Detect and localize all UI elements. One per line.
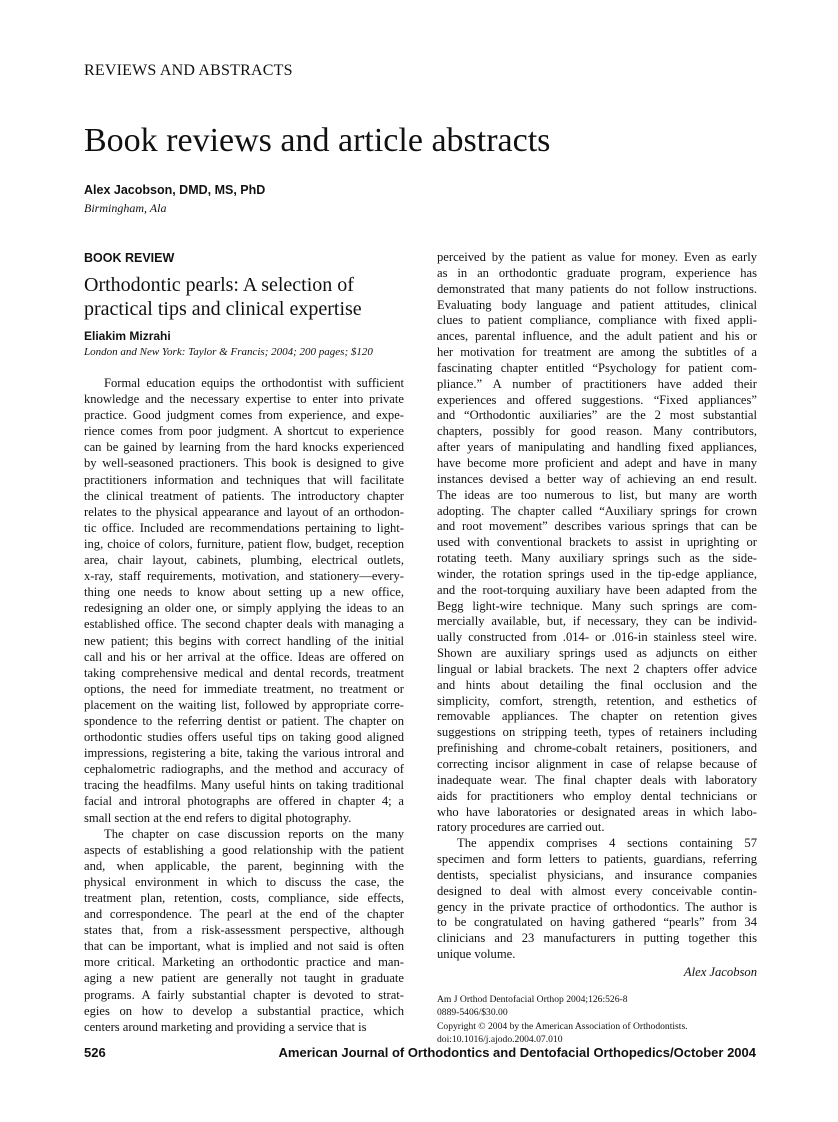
- body-text-line: chapters, possibly for good reason. Many contributors,: [437, 424, 757, 439]
- citation-line: 0889-5406/$30.00: [437, 1007, 508, 1019]
- body-text-line: dentists, specialist physicians, and insurance companies: [437, 867, 757, 882]
- body-text-line: The ideas are too numerous to list, but many are worth: [437, 487, 757, 502]
- body-text-line: ances, parental influence, and the adult patient and his or: [437, 329, 757, 344]
- body-text-line: the clinical treatment of patients. The introductory chapter: [84, 488, 404, 503]
- book-title-line: practical tips and clinical expertise: [84, 298, 362, 320]
- body-text-line: placement on the waiting list, followed by appropriate corre-: [84, 697, 404, 712]
- body-text-line: facial and introral photographs are offered in chapter 4; a: [84, 794, 404, 809]
- body-text-line: perceived by the patient as value for money. Even as early: [437, 250, 757, 264]
- body-text-line: designed to deal with almost every conceivable contin-: [437, 883, 757, 898]
- page-title: Book reviews and article abstracts: [84, 122, 551, 159]
- author-name: Alex Jacobson, DMD, MS, PhD: [84, 183, 266, 197]
- body-text-line: and, when applicable, the parent, beginning with the: [84, 858, 404, 873]
- body-text-line: and root movement” describes various springs that can be: [437, 519, 757, 534]
- body-text-line: aging a new patient are generally not taught in graduate: [84, 971, 404, 986]
- section-heading: REVIEWS AND ABSTRACTS: [84, 62, 293, 79]
- body-text-line: and the root-torquing auxiliary have been adapted from the: [437, 582, 757, 597]
- body-text-line: pliance.” A number of practitioners have added their: [437, 376, 757, 391]
- body-text-line: mercially available, but, if necessary, they can be individ-: [437, 614, 757, 629]
- body-text-line: correcting incisor alignment in case of relapse because of: [437, 757, 757, 771]
- body-text-line: treatment plan, retention, costs, compliance, side effects,: [84, 891, 404, 905]
- right-column: [437, 250, 757, 1047]
- review-type-label: BOOK REVIEW: [84, 251, 175, 265]
- citation-line: Copyright © 2004 by the American Association of Orthodontists.: [437, 1020, 688, 1032]
- body-text-line: demonstrated that many patients do not follow instructions.: [437, 281, 757, 296]
- body-text-line: aspects of establishing a good relationship with the patient: [84, 842, 404, 857]
- body-text-line: Evaluating body language and patient attitudes, clinical: [437, 297, 757, 312]
- body-text-line: states that, from a risk-assessment perspective, although: [84, 923, 404, 938]
- body-text-line: clinicians and 23 manufacturers in putting together this: [437, 931, 757, 946]
- body-text-line: who have laboratories or designated areas in which labo-: [437, 804, 757, 819]
- doi-link[interactable]: doi:10.1016/j.ajodo.2004.07.010: [437, 1034, 563, 1046]
- body-text-line: redesigning an older one, or simply applying the ideas to an: [84, 601, 404, 616]
- book-title: [84, 273, 362, 321]
- body-text-line: fascinating chapter entitled “Psychology for patient com-: [437, 360, 757, 375]
- publication-info: London and New York: Taylor & Francis; 2004; 200 pages; $120: [84, 346, 373, 358]
- body-text-line: cephalometric radiographs, and the method and accuracy of: [84, 762, 404, 777]
- body-text-line: winder, the rotation springs used in the tip-edge appliance,: [437, 566, 757, 581]
- body-text-line: egies on how to develop a substantial practice, which: [84, 1003, 404, 1018]
- body-text-line: gency in the private practice of orthodontics. The author is: [437, 899, 757, 914]
- citation-block: [437, 993, 757, 1047]
- page-number: 526: [84, 1045, 106, 1060]
- body-text-line: x-ray, staff requirements, motivation, and stationery—every-: [84, 569, 404, 584]
- body-text-line: Shown are auxiliary springs used as adjuncts on either: [437, 646, 757, 661]
- body-text-line: spondence to the referring dentist or patient. The chapter on: [84, 713, 404, 728]
- body-text-line: options, the need for immediate treatment, no treatment or: [84, 681, 404, 696]
- body-text-line: removable appliances. The chapter on retention gives: [437, 709, 757, 724]
- body-text-line: taking comprehensive medical and dental records, treatment: [84, 665, 404, 680]
- body-text-line: can be gained by learning from the hard knocks experienced: [84, 440, 404, 455]
- body-text-line: that can be important, what is implied and not said is often: [84, 939, 404, 954]
- body-text-line: rience comes from poor judgment. A shortcut to experience: [84, 424, 404, 439]
- body-text-line: Formal education equips the orthodontist with sufficient: [104, 376, 404, 390]
- body-text-line: and “Orthodontic auxiliaries” are the 2 most substantial: [437, 408, 757, 423]
- body-text-line: established office. The second chapter deals with managing a: [84, 617, 404, 632]
- body-text-line: prefinishing and chrome-cobalt retainers, positioners, and: [437, 741, 757, 756]
- body-text-line: and correspondence. The pearl at the end of the chapter: [84, 907, 404, 922]
- body-text-line: her motivation for treatment are among the subtitles of a: [437, 345, 757, 360]
- reviewer-signature: Alex Jacobson: [683, 964, 757, 979]
- body-text-line: have become more proficient and adept and have in many: [437, 455, 757, 470]
- body-text-line: programs. A fairly substantial chapter is devoted to strat-: [84, 987, 404, 1002]
- body-text-line: lingual or labial brackets. The next 2 chapters offer advice: [437, 661, 757, 676]
- body-text-line: more critical. Marketing an orthodontic practice and man-: [84, 955, 404, 970]
- body-text-line: suggestions on stripping teeth, types of retainers including: [437, 725, 757, 740]
- body-text-line: new patient; this begins with correct handling of the initial: [84, 633, 404, 648]
- body-text-line: practice. Good judgment comes from experience, and expe-: [84, 408, 404, 423]
- body-text-line: small section at the end refers to digital photography.: [84, 810, 352, 825]
- body-text-line: used with conventional brackets to assist in uprighting or: [437, 535, 757, 550]
- book-author: Eliakim Mizrahi: [84, 329, 171, 343]
- body-text-line: to be congratulated on having gathered “pearls” from 34: [437, 915, 757, 930]
- body-text-line: inadequate wear. The final chapter deals with laboratory: [437, 772, 757, 787]
- body-text-line: physical environment in which to discuss the case, the: [84, 874, 404, 889]
- body-text-line: tic office. Included are recommendations pertaining to light-: [84, 520, 404, 535]
- body-text-line: ratory procedures are carried out.: [437, 820, 605, 835]
- body-text-line: practitioners information and techniques that will facilitate: [84, 472, 404, 487]
- body-text-line: ually constructed from .014- or .016-in stainless steel wire.: [437, 630, 757, 645]
- body-text-line: Begg light-wire technique. Many such springs are com-: [437, 598, 757, 613]
- body-text-line: as in an orthodontic graduate program, experience has: [437, 265, 757, 280]
- body-text-line: unique volume.: [437, 947, 516, 962]
- body-text-line: aids for practitioners who employ dental technicians or: [437, 788, 757, 803]
- body-text-line: specimen and form letters to patients, guardians, referring: [437, 852, 757, 867]
- body-text-line: orthodontic studies offers useful tips on taking good aligned: [84, 730, 404, 745]
- body-text-line: impressions, registering a bite, taking the various introral and: [84, 746, 404, 761]
- body-text-line: experiences and offered suggestions. “Fixed appliances”: [437, 392, 757, 407]
- body-text-line: The appendix comprises 4 sections containing 57: [457, 836, 757, 851]
- body-text-line: ing, choice of colors, furniture, patient flow, budget, reception: [84, 536, 404, 551]
- body-text-line: adopting. The chapter called “Auxiliary springs for crown: [437, 503, 757, 518]
- body-text-line: after years of manipulating and handling fixed appliances,: [437, 440, 757, 455]
- body-text-line: rotating teeth. Many auxiliary springs such as the side-: [437, 551, 757, 566]
- body-text-line: centers around marketing and providing a service that is: [84, 1019, 367, 1034]
- author-affiliation: Birmingham, Ala: [84, 201, 167, 215]
- left-column: [84, 375, 404, 1035]
- body-text-line: simplicity, comfort, strength, retention, and esthetics of: [437, 693, 757, 708]
- right-column-body: [437, 250, 757, 963]
- body-text-line: clues to patient compliance, compliance with fixed appli-: [437, 313, 757, 328]
- body-text-line: call and his or her arrival at the office. Ideas are offered on: [84, 649, 404, 664]
- body-text-line: relates to the physical appearance and layout of an orthodon-: [84, 504, 404, 519]
- body-text-line: thing one needs to know about setting up a new office,: [84, 585, 404, 600]
- journal-footer: American Journal of Orthodontics and Dentofacial Orthopedics/October 2004: [278, 1045, 756, 1060]
- body-text-line: area, chair layout, cabinets, plumbing, electrical outlets,: [84, 553, 404, 568]
- body-text-line: tracing the headfilms. Many useful hints on taking traditional: [84, 778, 404, 793]
- body-text-line: knowledge and the necessary expertise to enter into private: [84, 392, 404, 407]
- body-text-line: instances devised a better way of achieving an end result.: [437, 471, 757, 486]
- body-text-line: and hints about detailing the final occlusion and the: [437, 677, 757, 692]
- body-text-line: The chapter on case discussion reports on the many: [104, 826, 404, 841]
- body-text-line: by well-seasoned practioners. This book is designed to give: [84, 456, 404, 471]
- citation-line: Am J Orthod Dentofacial Orthop 2004;126:526-8: [437, 993, 628, 1005]
- book-title-line: Orthodontic pearls: A selection of: [84, 274, 354, 296]
